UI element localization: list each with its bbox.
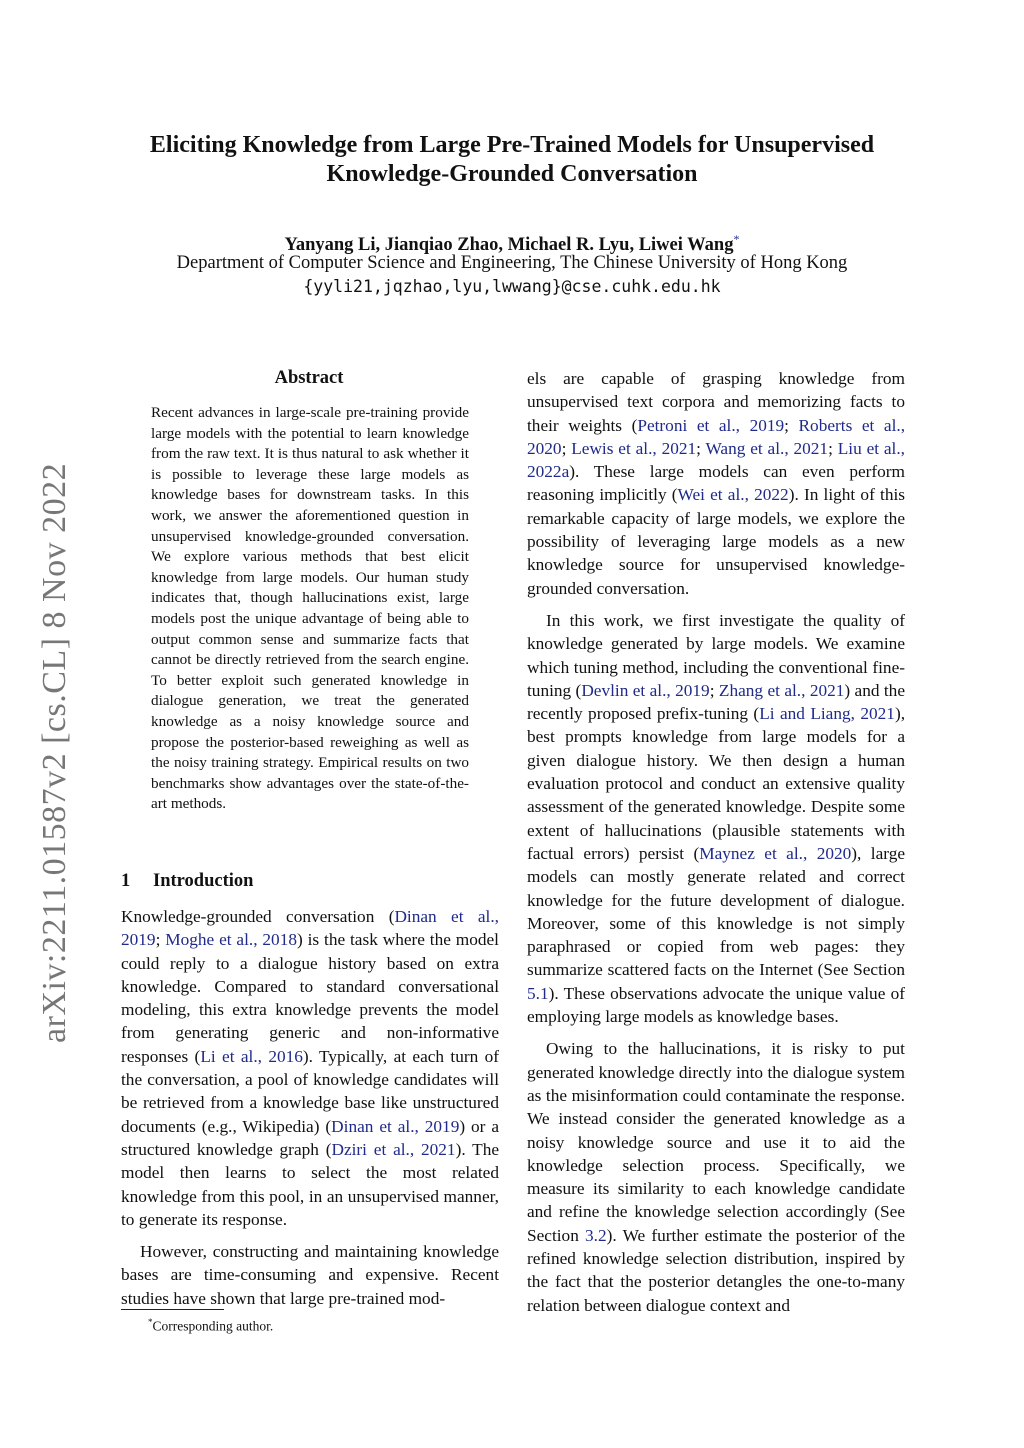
- body-text: ) is the task where the model could reply to a dialogue history based on extra knowledge. Compared to standard conversational modeling, this extra knowledge prevents the model from generating generic and non-informative responses (: [121, 930, 499, 1066]
- body-text: ). In light of this remarkable capacity of large models, we explore the possibility of leveraging large models as a new knowledge source for unsupervised knowledge-grounded conversation.: [527, 485, 905, 598]
- section-heading: [121, 869, 253, 893]
- author-names: Yanyang Li, Jianqiao Zhao, Michael R. Lyu, Liwei Wang: [284, 235, 734, 256]
- intro-paragraph-4: [527, 609, 905, 1028]
- paper-title: Eliciting Knowledge from Large Pre-Trained Models for Unsupervised Knowledge-Grounded Conversation: [149, 132, 875, 187]
- arxiv-stamp: arXiv:2211.01587v2 [cs.CL] 8 Nov 2022: [36, 462, 73, 1043]
- body-text: ;: [155, 930, 166, 950]
- abstract-text: Recent advances in large-scale pre-training provide large models with the potential to learn knowledge from the raw text. It is thus natural to ask whether it is possible to leverage these large models as knowledge bases for downstream tasks. In this work, we answer the aforementioned question in unsupervised knowledge-grounded conversation. We explore various methods that best elicit knowledge from large models. Our human study indicates that, though hallucinations exist, large models post the unique advantage of being able to output common sense and summarize facts that cannot be directly retrieved from the search engine. To better exploit such generated knowledge in dialogue generation, we treat the generated knowledge as a noisy knowledge source and propose the posterior-based reweighing as well as the noisy training strategy. Empirical results on two benchmarks show advantages over the state-of-the-art methods.: [151, 404, 469, 813]
- intro-paragraph-5: [527, 1037, 905, 1317]
- citation-link[interactable]: Petroni et al., 2019: [637, 415, 785, 435]
- citation-link[interactable]: Roberts et al., 2020: [527, 415, 906, 458]
- body-text: Knowledge-grounded conversation (: [121, 907, 395, 926]
- footnote-text: Corresponding author.: [152, 1318, 274, 1334]
- body-text: ) and the recently proposed prefix-tuning (: [527, 680, 905, 724]
- body-text: ) or a structured knowledge graph (: [121, 1116, 500, 1159]
- intro-paragraph-2: However, constructing and maintaining knowledge bases are time-consuming and expensive. Recent studies have shown that large pre-trained mod-: [121, 1242, 499, 1308]
- corresponding-author-mark[interactable]: *: [733, 232, 740, 246]
- section-title: Introduction: [153, 871, 254, 891]
- body-text: ). We further estimate the posterior of the refined knowledge selection distribution, inspired by the fact that the posterior detangles the one-to-many relation between dialogue context and: [527, 1225, 906, 1315]
- section-ref-link[interactable]: 3.2: [585, 1225, 607, 1245]
- body-text: ), best prompts knowledge from large models for a given dialogue history. We then design a human evaluation protocol and conduct an extensive quality assessment of the generated knowledge. Despite some extent of hallucinations (plausible statements with factual errors) persist (: [527, 704, 906, 863]
- section-ref-link[interactable]: 5.1: [527, 983, 549, 1003]
- citation-link[interactable]: Dinan et al., 2019: [121, 907, 499, 950]
- right-column: [527, 367, 905, 1317]
- citation-link[interactable]: Maynez et al., 2020: [699, 843, 852, 863]
- citation-link[interactable]: Dinan et al., 2019: [331, 1116, 460, 1136]
- citation-link[interactable]: Zhang et al., 2021: [718, 680, 845, 700]
- citation-link[interactable]: Liu et al., 2022a: [527, 438, 905, 482]
- citation-link[interactable]: Devlin et al., 2019: [581, 680, 710, 700]
- body-text: Owing to the hallucinations, it is risky to put generated knowledge directly into the dialogue system as the misinformation could contaminate the response. We instead consider the generated knowledge as a noisy knowledge source and use it to aid the knowledge selection process. Specifically, we measure its similarity to each knowledge candidate and refine the knowledge selection accordingly (See Section: [527, 1039, 905, 1245]
- intro-paragraph-3: [527, 367, 905, 600]
- body-text: ). These large models can even perform reasoning implicitly (: [527, 462, 905, 505]
- affiliation: Department of Computer Science and Engineering, The Chinese University of Hong Kong: [176, 253, 848, 273]
- body-text: els are capable of grasping knowledge from unsupervised text corpora and memorizing facts to their weights (: [527, 369, 905, 435]
- citation-link[interactable]: Li et al., 2016: [200, 1046, 303, 1066]
- body-text: ;: [696, 438, 706, 458]
- body-text: ). Typically, at each turn of the conversation, a pool of knowledge candidates will be retrieved from a knowledge base like unstructured documents (e.g., Wikipedia) (: [121, 1046, 499, 1136]
- body-text: ). The model then learns to select the most related knowledge from this pool, in an unsupervised manner, to generate its response.: [121, 1139, 500, 1229]
- abstract-heading: Abstract: [274, 368, 344, 388]
- body-text: In this work, we first investigate the quality of knowledge generated by large models. We examine which tuning method, including the conventional fine-tuning (: [527, 610, 905, 700]
- citation-link[interactable]: Li and Liang, 2021: [759, 704, 895, 724]
- citation-link[interactable]: Wang et al., 2021: [705, 438, 829, 458]
- footnote-mark: *: [148, 1317, 153, 1327]
- footnote: [121, 1313, 499, 1336]
- citation-link[interactable]: Wei et al., 2022: [677, 485, 789, 505]
- footnote-divider: [121, 1309, 224, 1310]
- section-number: 1: [121, 871, 131, 891]
- body-text: ;: [828, 438, 838, 458]
- body-text: ;: [784, 415, 799, 435]
- body-text: ;: [561, 438, 572, 458]
- body-text: ), large models can mostly generate related and correct knowledge for the future development of dialogue. Moreover, some of this knowledge is not simply paraphrased or copied from web pages: they summarize scattered facts on the Internet (See Section: [527, 843, 906, 980]
- intro-paragraph-1: [121, 905, 499, 1231]
- body-text: ;: [709, 680, 719, 700]
- left-column: [121, 905, 499, 1310]
- citation-link[interactable]: Dziri et al., 2021: [331, 1139, 456, 1159]
- body-text: ). These observations advocate the unique value of employing large models as knowledge bases.: [527, 983, 905, 1027]
- citation-link[interactable]: Lewis et al., 2021: [571, 438, 697, 458]
- citation-link[interactable]: Moghe et al., 2018: [165, 930, 297, 950]
- author-email: {yyli21,jqzhao,lyu,lwwang}@cse.cuhk.edu.hk: [303, 277, 721, 296]
